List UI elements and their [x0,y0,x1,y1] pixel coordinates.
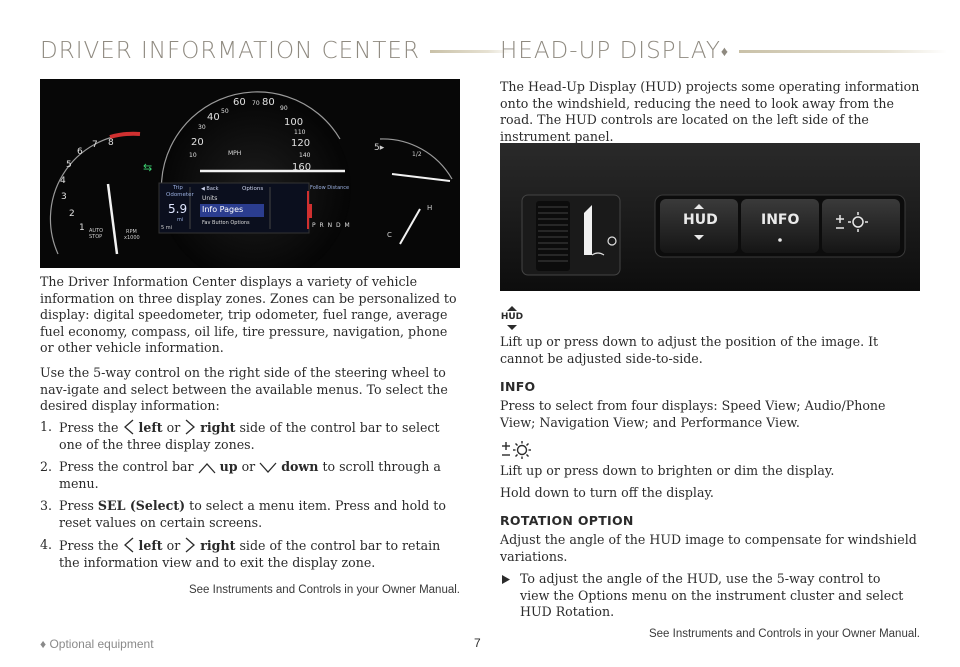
cluster-options-label: Options [242,186,264,192]
step-item: 4. Press the left or right side of the control bar to retain the information view and to exit the display zone. [40,537,441,570]
info-text: Press to select from four displays: Speed View; Audio/Phone View; Navigation View; and Performance View. [500,398,886,430]
hud-controls-photo [500,143,920,291]
heading-rule [739,50,947,53]
cluster-trip-unit: mi [177,217,184,223]
hud-see-manual: See Instruments and Controls in your Owner Manual. [648,628,920,640]
rpm-label: 8 [108,138,114,148]
rotation-bullet: To adjust the angle of the HUD, use the 5-way control to view the Options menu on the instrument cluster and select HUD Rotation. [500,571,920,621]
cluster-gauge-c: C [387,231,392,239]
rotation-subhead: ROTATION OPTION [500,513,634,528]
chevron-down-icon [259,462,277,474]
cluster-rpm-x: x1000 [124,235,140,241]
speed-label: 40 [207,112,220,123]
brightness-text-1: Lift up or press down to brighten or dim the display. [500,463,835,478]
cluster-gear: P R N D M [312,222,351,229]
page-number: 7 [474,636,481,650]
speed-label: 90 [280,105,288,112]
cluster-odometer-label: Odometer [166,192,194,198]
svg-text:⇆: ⇆ [143,161,153,174]
speed-label: 160 [292,162,312,173]
hud-intro-paragraph: The Head-Up Display (HUD) projects some operating information onto the windshield, reducing the need to look away from the road. The HUD controls are located on the left side of the instrument panel. [500,79,920,144]
svg-text:5▸: 5▸ [374,143,385,153]
optional-equipment-note: ♦ Optional equipment [40,637,154,651]
speed-label: 10 [189,152,197,159]
rpm-label: 6 [77,147,83,157]
speed-label: 100 [284,117,304,128]
step-item: 3. Press SEL (Select) to select a menu item. Press and hold to reset values on certain screens. [40,498,446,530]
rpm-label: 3 [61,192,67,202]
rpm-label: 2 [69,209,75,219]
chevron-left-icon [123,537,135,553]
hud-button-icon: HUD [500,306,524,330]
dic-intro-paragraph: The Driver Information Center displays a variety of vehicle information on three display zones. Zones can be personalized to display: digital speedometer, trip odometer, fuel range, average fuel economy, compass, oil life, tire pressure, navigation, phone or other vehicle information. [40,274,457,355]
dic-steps-list [40,419,460,577]
instrument-cluster-photo [40,79,460,268]
cluster-rpm: RPM [126,229,137,235]
cluster-menu-units: Units [202,195,218,202]
dic-see-manual: See Instruments and Controls in your Owner Manual. [188,584,460,596]
cluster-half: 1/2 [412,151,422,158]
triangle-bullet-icon [502,575,510,584]
brightness-icon [500,440,532,460]
speed-label: 70 [252,100,260,107]
hud-button-text: Lift up or press down to adjust the position of the image. It cannot be adjusted side-to-side. [500,334,879,366]
step-item: 2. Press the control bar up or down to scroll through a menu. [40,459,441,491]
rpm-label: 1 [79,223,85,233]
speed-label: 120 [291,138,311,149]
info-subhead: INFO [500,379,536,394]
cluster-menu-info-pages: Info Pages [202,205,244,214]
driver-info-center-heading: DRIVER INFORMATION CENTER [40,36,512,66]
cluster-trip-label: Trip [173,185,183,191]
panel-hud-label: HUD [683,212,718,228]
cluster-trip-value: 5.9 [168,202,188,216]
chevron-right-icon [184,537,196,553]
cluster-gauge-h: H [427,204,433,212]
brightness-text-2: Hold down to turn off the display. [500,485,714,500]
speed-label: 80 [262,97,275,108]
dic-instructions-paragraph: Use the 5-way control on the right side of the steering wheel to nav-igate and select between the available menus. To select the desired display information: [40,365,448,413]
hud-heading: HEAD-UP DISPLAY ♦ [500,36,947,66]
speed-label: 60 [233,97,246,108]
cluster-auto-stop: AUTO STOP [89,228,104,240]
speed-label: 20 [191,137,204,148]
rpm-label: 4 [60,176,66,186]
speed-label: 50 [221,108,229,115]
cluster-menu-fav: Fav Button Options [202,220,250,226]
chevron-up-icon [198,462,216,474]
chevron-left-icon [123,419,135,435]
panel-info-label: INFO [761,212,800,228]
rpm-label: 5 [66,160,72,170]
chevron-right-icon [184,419,196,435]
cluster-range: 5 mi [161,225,173,231]
cluster-mph-label: MPH [228,150,242,157]
cluster-follow-distance: Follow Distance [310,185,350,191]
speed-label: 140 [299,152,311,159]
step-item: 1. Press the left or right side of the control bar to select one of the three display zones. [40,419,440,452]
speed-label: 30 [198,124,206,131]
rpm-label: 7 [92,140,98,150]
cluster-back-label: ◀ Back [201,186,219,192]
speed-label: 110 [294,129,306,136]
rotation-text: Adjust the angle of the HUD image to compensate for windshield variations. [500,532,917,564]
